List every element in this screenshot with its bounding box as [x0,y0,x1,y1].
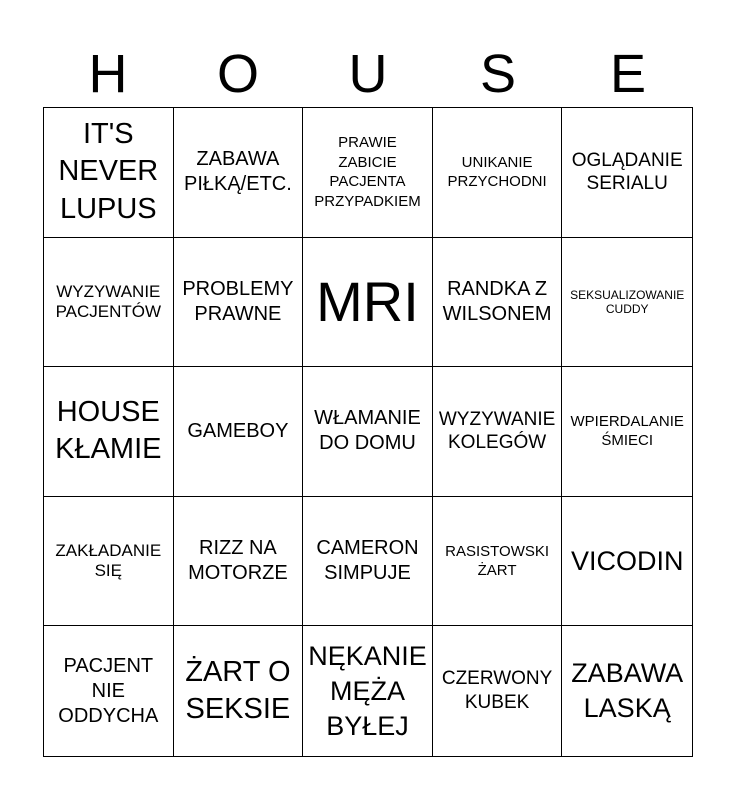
bingo-header [43,40,693,108]
bingo-cell[interactable]: NĘKANIE MĘŻA BYŁEJ [303,626,433,756]
bingo-cell[interactable]: ŻART O SEKSIE [174,626,304,756]
bingo-cell[interactable]: ZABAWA LASKĄ [571,658,684,724]
bingo-cell[interactable]: VICODIN [562,497,692,627]
bingo-cell[interactable]: ZAKŁADANIE SIĘ [44,497,174,627]
bingo-cell[interactable]: ZABAWA PIŁKĄ/ETC. [174,108,304,238]
bingo-cell[interactable]: GAMEBOY [174,367,304,497]
bingo-cell[interactable]: CZERWONY KUBEK [433,626,563,756]
bingo-cell[interactable]: PACJENT NIE ODDYCHA [44,626,174,756]
header-letter-u: U [348,44,388,104]
bingo-cell[interactable]: RASISTOWSKI ŻART [433,497,563,627]
bingo-cell[interactable]: RIZZ NA MOTORZE [174,497,304,627]
bingo-cell[interactable]: RANDKA Z WILSONEM [433,238,563,368]
bingo-cell-free-center[interactable]: MRI [303,238,433,368]
bingo-cell[interactable]: WPIERDALANIE ŚMIECI [562,367,692,497]
header-letter-e: E [609,44,647,104]
bingo-cell[interactable]: HOUSE KŁAMIE [44,367,174,497]
bingo-cell[interactable]: PROBLEMY PRAWNE [174,238,304,368]
bingo-cell[interactable]: SEKSUALIZOWANIE CUDDY [562,238,692,368]
bingo-board [43,107,693,757]
bingo-cell[interactable]: IT'S NEVER LUPUS [44,108,174,238]
header-letter-h: H [88,44,128,104]
header-letter-o: O [216,44,259,104]
bingo-cell[interactable]: CAMERON SIMPUJE [303,497,433,627]
header-letter-s: S [479,44,517,104]
bingo-cell[interactable]: PRAWIE ZABICIE PACJENTA PRZYPADKIEM [303,108,433,238]
bingo-cell[interactable]: WYZYWANIE PACJENTÓW [44,238,174,368]
bingo-cell[interactable]: WYZYWANIE KOLEGÓW [433,367,563,497]
bingo-cell[interactable]: OGLĄDANIE SERIALU [562,108,692,238]
bingo-cell[interactable]: UNIKANIE PRZYCHODNI [433,108,563,238]
bingo-cell[interactable]: WŁAMANIE DO DOMU [303,367,433,497]
